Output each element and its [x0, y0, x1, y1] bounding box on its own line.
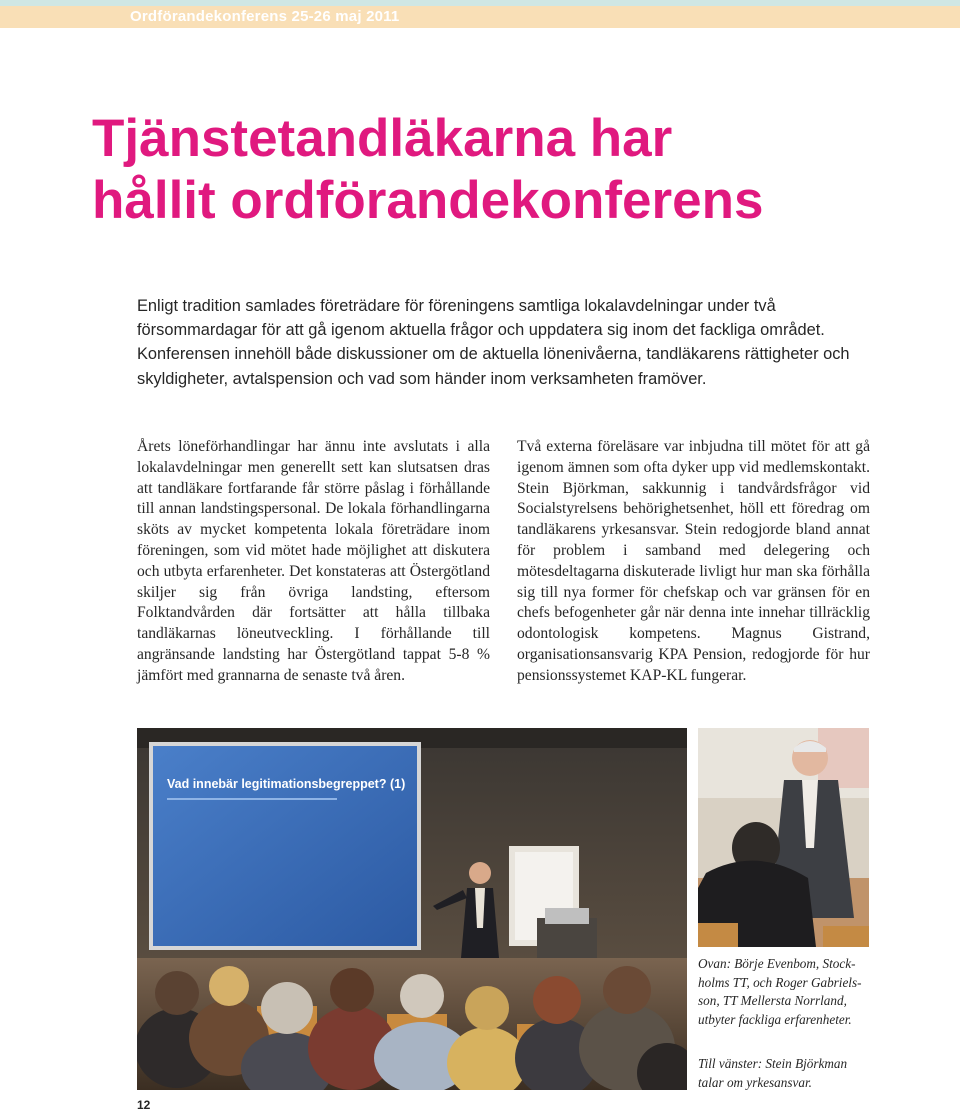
discussion-photo-illustration — [698, 728, 869, 947]
conference-photo-illustration — [137, 728, 687, 1090]
header-band — [0, 6, 960, 28]
body-column-right: Två externa föreläsare var inbjudna till mötet för att gå igenom ämnen som ofta dyker upp vid medlemskontakt. Stein Björkman, sakkunnig i tandvårdsfrågor vid Socialstyrelsens behörighetsenhet, höll ett föredrag om tandläkarens yrkesansvar. Stein redogjorde bland annat för problem i samband med delegering och mötesdeltagarna diskuterade livligt hur man ska förhålla sig till nya former för chefskap och var gränsen för en chefs befogenheter går när denna inte innehar tillräcklig odontologisk kompetens. Magnus Gistrand, organisationsansvarig KPA Pension, redogjorde för hur pensionssystemet KAP-KL fungerar. — [517, 438, 870, 684]
conference-photo — [137, 728, 687, 1090]
page-number: 12 — [137, 1098, 151, 1112]
article-lead: Enligt tradition samlades företrädare för föreningens samtliga lokalavdelningar under två försommardagar för att gå igenom aktuella frågor och uppdatera sig inom det fackliga området. Konferensen innehöll både diskussioner om de aktuella lönenivåerna, tandläkarens rättigheter och skyldigheter, avtalspension och vad som händer inom verksamheten framöver. — [137, 297, 850, 388]
photo-caption-top: Ovan: Börje Evenbom, Stockholms TT, och Roger Gabrielsson, TT Mellersta Norrland, utbyter fackliga erfarenheter. — [698, 956, 862, 1027]
article-title-line-2: hållit ordförandekonferens — [92, 171, 764, 230]
body-column-left: Årets löneförhandlingar har ännu inte avslutats i alla lokalavdelningar men generellt sett kan slutsatsen dras att tandläkare fortfarande får större påslag i förhållande till annan landstingspersonal. De lokala förhandlingarna sköts av mycket kompetenta lokala företrädare inom föreningen, som vid mötet hade möjlighet att diskutera och utbyta erfarenheter. Det konstateras att Östergötland skiljer sig från övriga landsting, eftersom Folktandvården där fortsätter att hålla tillbaka tandläkarnas löneutveckling. I förhållande till angränsande landsting har Östergötland tappat 5-8 % jämfört med grannarna de senaste två åren. — [137, 438, 490, 684]
photo-caption-left: Till vänster: Stein Björkman talar om yrkesansvar. — [698, 1056, 848, 1090]
discussion-photo — [698, 728, 869, 947]
article-title — [92, 108, 922, 232]
slide-text: Vad innebär legitimationsbegreppet? (1) — [167, 777, 406, 791]
article-title-line-1: Tjänstetandläkarna har — [92, 109, 673, 168]
running-title: Ordförandekonferens 25-26 maj 2011 — [130, 8, 400, 25]
